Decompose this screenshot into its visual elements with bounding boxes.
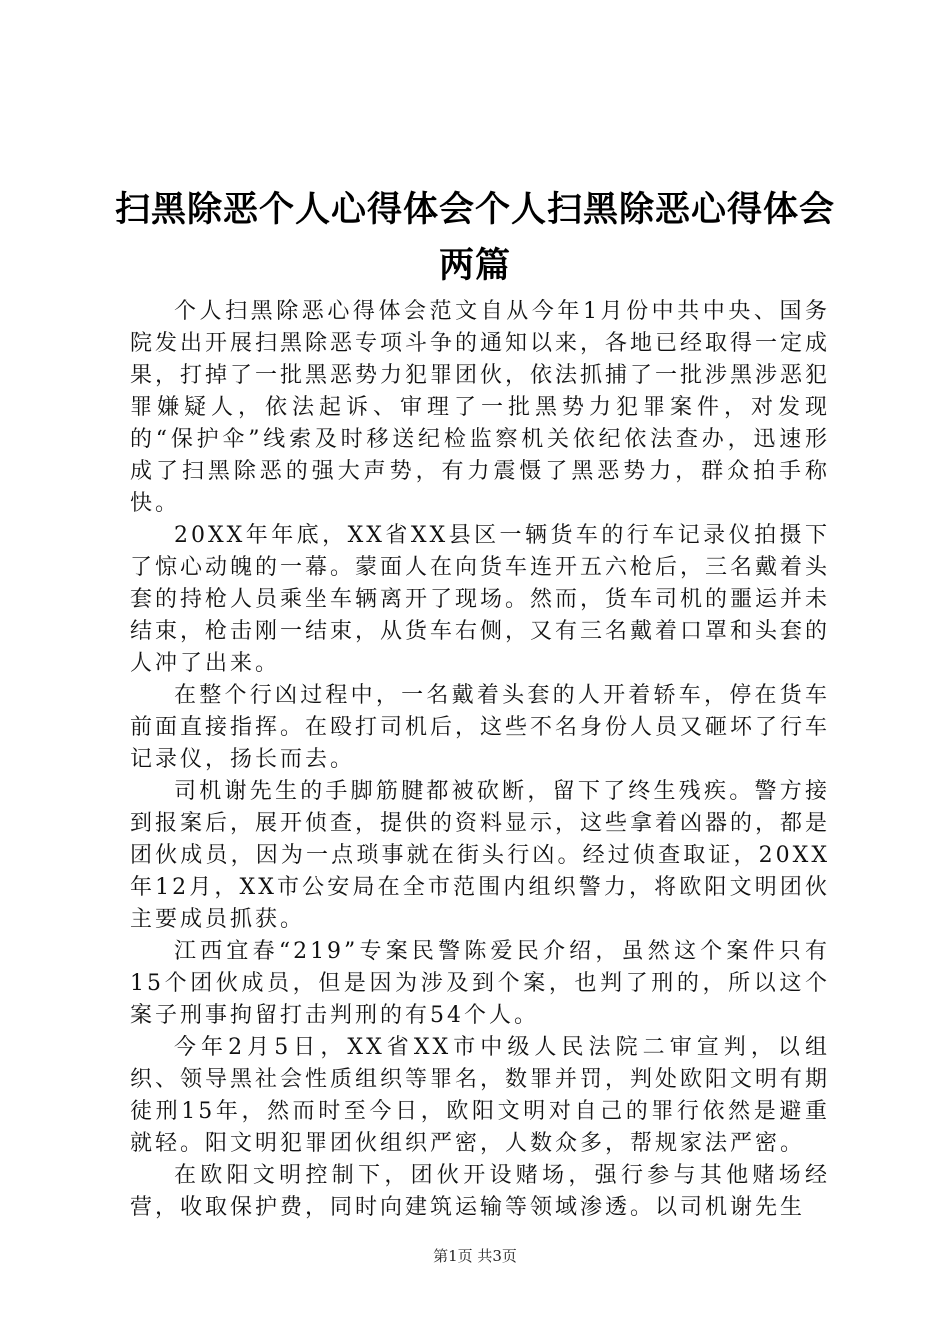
page-footer: 第1页 共3页 [433, 1247, 517, 1265]
paragraph: 在欧阳文明控制下，团伙开设赌场，强行参与其他赌场经营，收取保护费，同时向建筑运输等领域渗透。以司机谢先生 [130, 1163, 830, 1220]
paragraph: 今年2月5日，XX省XX市中级人民法院二审宣判，以组织、领导黑社会性质组织等罪名，数罪并罚，判处欧阳文明有期徒刑15年，然而时至今日，欧阳文明对自己的罪行依然是避重就轻。阳文明犯罪团伙组织严密，人数众多，帮规家法严密。 [130, 1035, 831, 1156]
document-title [100, 182, 850, 294]
title-line-2: 两篇 [438, 246, 511, 286]
title-line-1: 扫黑除恶个人心得体会个人扫黑除恶心得体会 [114, 190, 835, 230]
paragraph: 司机谢先生的手脚筋腱都被砍断，留下了终生残疾。警方接到报案后，展开侦查，提供的资料显示，这些拿着凶器的，都是团伙成员，因为一点琐事就在街头行凶。经过侦查取证，20XX年12月，XX市公安局在全市范围内组织警力，将欧阳文明团伙主要成员抓获。 [130, 779, 831, 932]
paragraph: 在整个行凶过程中，一名戴着头套的人开着轿车，停在货车前面直接指挥。在殴打司机后，这些不名身份人员又砸坏了行车记录仪，扬长而去。 [130, 683, 831, 772]
paragraph: 20XX年年底，XX省XX县区一辆货车的行车记录仪拍摄下了惊心动魄的一幕。蒙面人在向货车连开五六枪后，三名戴着头套的持枪人员乘坐车辆离开了现场。然而，货车司机的噩运并未结束，枪击刚一结束，从货车右侧，又有三名戴着口罩和头套的人冲了出来。 [130, 523, 831, 676]
document-body [130, 296, 830, 1224]
paragraph: 江西宜春“219”专案民警陈爱民介绍，虽然这个案件只有15个团伙成员，但是因为涉及到个案，也判了刑的，所以这个案子刑事拘留打击判刑的有54个人。 [130, 939, 830, 1028]
paragraph: 个人扫黑除恶心得体会范文自从今年1月份中共中央、国务院发出开展扫黑除恶专项斗争的通知以来，各地已经取得一定成果，打掉了一批黑恶势力犯罪团伙，依法抓捕了一批涉黑涉恶犯罪嫌疑人，依法起诉、审理了一批黑势力犯罪案件，对发现的“保护伞”线索及时移送纪检监察机关依纪依法查办，迅速形成了扫黑除恶的强大声势，有力震慑了黑恶势力，群众拍手称快。 [130, 299, 831, 516]
